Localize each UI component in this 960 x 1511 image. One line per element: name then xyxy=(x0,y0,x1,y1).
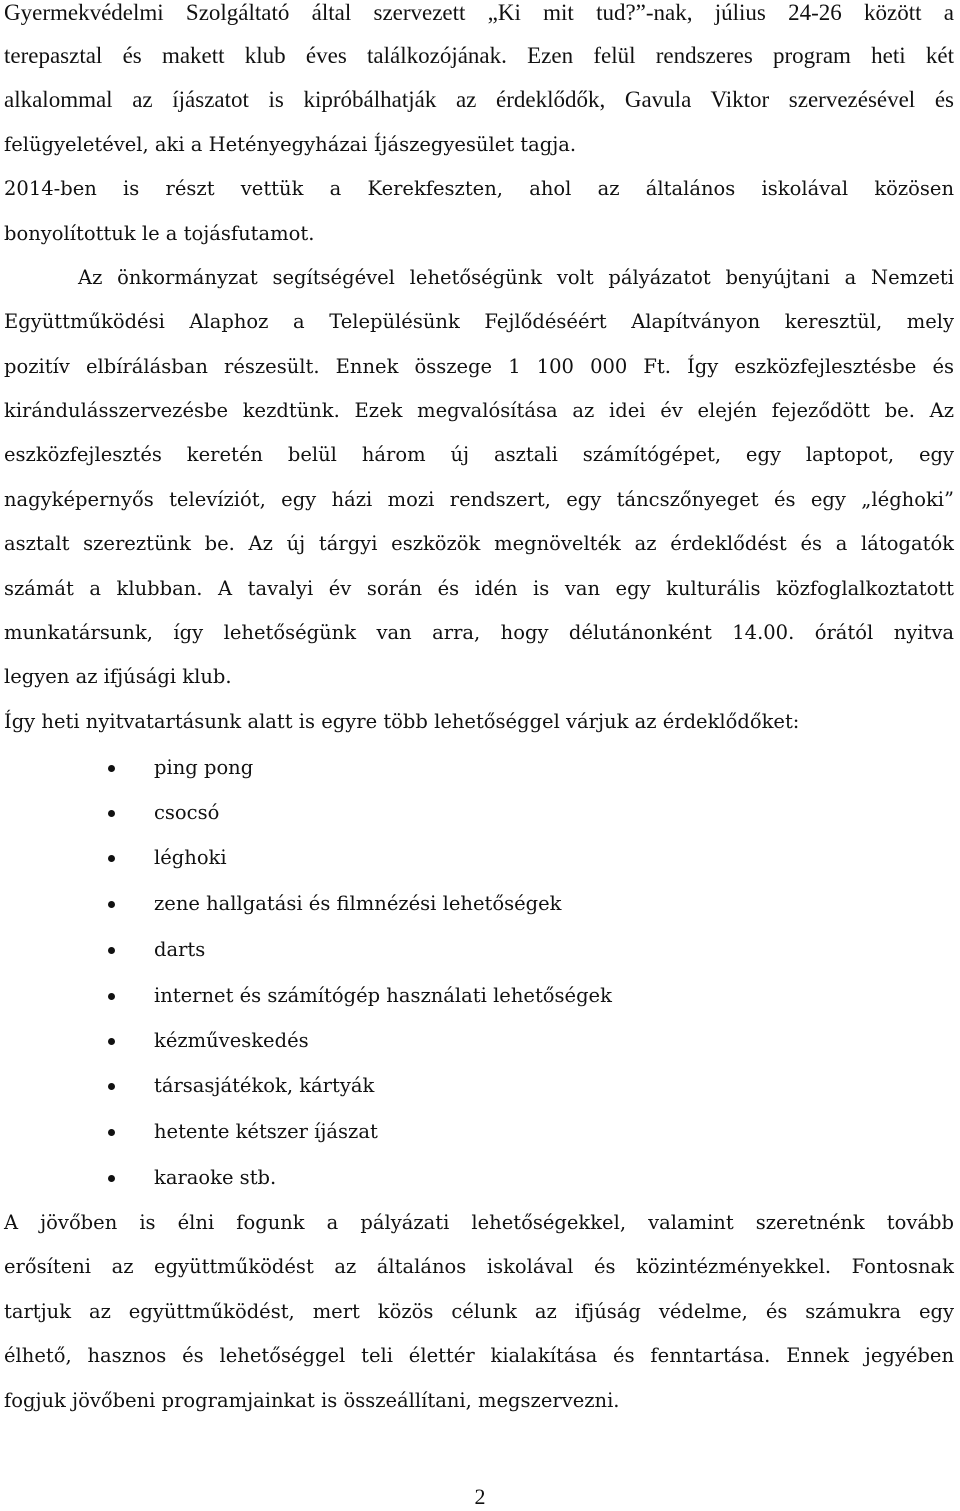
grant-line-3: pozitív elbírálásban részesült. Ennek összege 1 100 000 Ft. Így eszközfejlesztésbe és xyxy=(4,355,954,378)
list-item-label: ping pong xyxy=(154,756,254,779)
grant-line-10: legyen az ifjúsági klub. xyxy=(4,665,232,688)
bullet-icon xyxy=(108,1083,115,1090)
grant-line-6: nagyképernyős televíziót, egy házi mozi rendszert, egy táncszőnyeget és egy „léghoki” xyxy=(4,488,954,511)
grant-line-9: munkatársunk, így lehetőségünk van arra, hogy délutánonként 14.00. órától nyitva xyxy=(4,621,954,644)
list-item-label: kézműveskedés xyxy=(154,1029,309,1052)
list-item-label: csocsó xyxy=(154,801,220,824)
bullet-icon xyxy=(108,993,115,1000)
grant-line-1: Az önkormányzat segítségével lehetőségünk volt pályázatot benyújtani a Nemzeti xyxy=(78,266,954,289)
list-item-label: zene hallgatási és filmnézési lehetőségek xyxy=(154,892,562,915)
list-item-label: hetente kétszer íjászat xyxy=(154,1120,378,1143)
list-intro: Így heti nyitvatartásunk alatt is egyre több lehetőséggel várjuk az érdeklődőket: xyxy=(4,710,800,733)
intro-line-4: felügyeletével, aki a Hetényegyházai Íjászegyesület tagja. xyxy=(4,133,577,156)
grant-line-2: Együttműködési Alaphoz a Településünk Fejlődéséért Alapítványon keresztül, mely xyxy=(4,310,954,333)
bullet-icon xyxy=(108,1175,115,1182)
grant-line-8: számát a klubban. A tavalyi év során és idén is van egy kulturális közfoglalkoztatott xyxy=(4,577,954,600)
grant-line-7: asztalt szereztünk be. Az új tárgyi eszközök megnövelték az érdeklődést és a látogatók xyxy=(4,532,954,555)
list-item-label: darts xyxy=(154,938,206,961)
bullet-icon xyxy=(108,1129,115,1136)
closing-line-1: A jövőben is élni fogunk a pályázati lehetőségekkel, valamint szeretnénk tovább xyxy=(4,1211,954,1234)
kerekfeszt-line-1: 2014-ben is részt vettük a Kerekfeszten, ahol az általános iskolával közösen xyxy=(4,177,954,200)
closing-line-5: fogjuk jövőbeni programjainkat is összeállítani, megszervezni. xyxy=(4,1389,620,1412)
intro-line-2: terepasztal és makett klub éves találkozójának. Ezen felül rendszeres program heti két xyxy=(4,43,954,68)
bullet-icon xyxy=(108,855,115,862)
kerekfeszt-line-2: bonyolítottuk le a tojásfutamot. xyxy=(4,222,315,245)
intro-line-3: alkalommal az íjászatot is kipróbálhatják az érdeklődők, Gavula Viktor szervezésével és xyxy=(4,87,954,112)
closing-line-4: élhető, hasznos és lehetőséggel teli élettér kialakítása és fenntartása. Ennek jegyében xyxy=(4,1344,954,1367)
closing-line-2: erősíteni az együttműködést az általános iskolával és közintézményekkel. Fontosnak xyxy=(4,1255,954,1278)
closing-line-3: tartjuk az együttműködést, mert közös célunk az ifjúság védelme, és számukra egy xyxy=(4,1300,954,1323)
bullet-icon xyxy=(108,1038,115,1045)
list-item-label: léghoki xyxy=(154,846,227,869)
grant-line-5: eszközfejlesztés keretén belül három új asztali számítógépet, egy laptopot, egy xyxy=(4,443,954,466)
bullet-icon xyxy=(108,765,115,772)
list-item-label: karaoke stb. xyxy=(154,1166,277,1189)
bullet-icon xyxy=(108,947,115,954)
bullet-icon xyxy=(108,901,115,908)
list-item-label: társasjátékok, kártyák xyxy=(154,1074,375,1097)
bullet-icon xyxy=(108,810,115,817)
intro-line-1: Gyermekvédelmi Szolgáltató által szervezett „Ki mit tud?”-nak, július 24-26 között a xyxy=(4,0,954,25)
grant-line-4: kirándulásszervezésbe kezdtünk. Ezek megvalósítása az idei év elején fejeződött be. Az xyxy=(4,399,954,422)
list-item-label: internet és számítógép használati lehetőségek xyxy=(154,984,612,1007)
page-number: 2 xyxy=(474,1484,486,1509)
